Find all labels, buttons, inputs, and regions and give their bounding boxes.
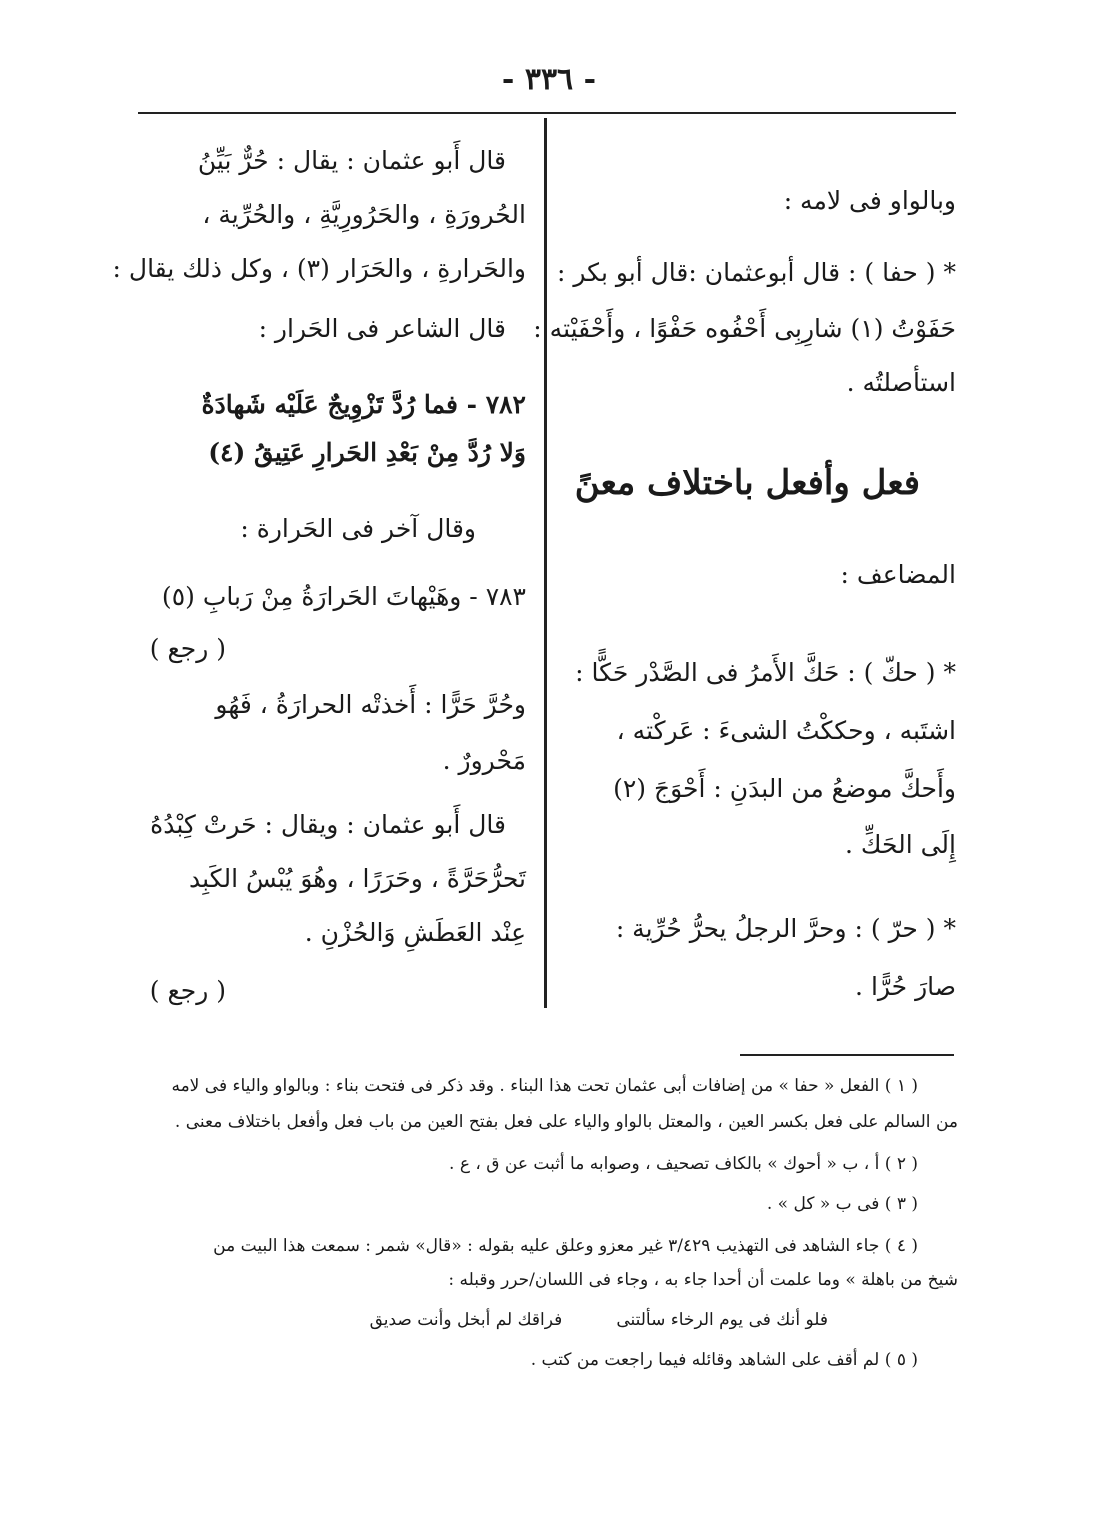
text-line: قال أَبو عثمان : يقال : حُرٌّ بَيِّنُ [197,146,506,175]
text-line: الحُرورَةِ ، والحَرُورِيَّةِ ، والحُرِّية ، [202,200,526,229]
text-line: حَفَوْتُ (١) شارِبِى أَحْفُوه حَفْوًا ، وأَحْفَيْته : [533,314,956,343]
text-line: وحُرَّ حَرًّا : أَخذتْه الحرارَةُ ، فَهُو [215,690,526,719]
page-number: - ٣٣٦ - [501,62,597,97]
text-line: والحَرارةِ ، والحَرَار (٣) ، وكل ذلك يقال : [112,254,526,283]
top-rule [138,112,956,114]
verse-782-line-2: وَلا رُدَّ مِنْ بَعْدِ الحَرارِ عَتِيقُ (٤) [208,438,526,467]
text-line: اشتَبه ، وحككْتُ الشىءَ : عَركْته ، [616,716,956,745]
entry-hakk: * ( حكّ ) : حَكَّ الأَمرُ فى الصَّدْر حَكًّا : [575,658,956,687]
text-line: مَحْرورٌ . [442,746,526,775]
entry-hafa: * ( حفا ) : قال أبوعثمان :قال أبو بكر : [556,258,956,287]
footnote-4-cont: شيخ من باهلة » وما علمت أن أحدا جاء به ، وجاء فى اللسان/حرر وقبله : [448,1270,958,1290]
text-line: وقال آخر فى الحَرارة : [240,514,476,543]
text-line: وأَحكَّ موضعُ من البدَنِ : أَحْوَجَ (٢) [613,774,956,803]
text-line: صارَ حُرًّا . [855,972,956,1001]
text-line: قال الشاعر فى الحَرار : [258,314,506,343]
text-line: قال أَبو عثمان : ويقال : حَرتْ كِبْدُهُ [150,810,506,839]
text-line: عِنْد العَطَشِ وَالحُزْنِ . [304,918,526,947]
text-line: تَحرُّحَرَّةً ، وحَرَرًا ، وهُوَ يُبْسُ الكَبِد [189,864,526,893]
footnote-5: ( ٥ ) لم أقف على الشاهد وقائله فيما راجعت من كتب . [530,1350,918,1370]
verse-783: ٧٨٣ - وهَيْهاتَ الحَرارَةُ مِنْ رَبابِ (٥) [161,582,526,611]
text-line: وبالواو فى لامه : [783,186,956,215]
return-marker: ( رجع ) [149,634,226,663]
footnote-4: ( ٤ ) جاء الشاهد فى التهذيب ٣/٤٢٩ غير معزو وعلق عليه بقوله : «قال» شمر : سمعت هذا البيت من [213,1236,918,1256]
verse-782-line-1: ٧٨٢ - فما رُدَّ تَزْوِيجٌ عَلَيْه شَهادَةٌ [201,390,526,419]
footnote-1-cont: من السالم على فعل بكسر العين ، والمعتل بالواو والياء على فعل بفتح العين من باب فعل وأفعل باختلاف معنى . [174,1112,958,1132]
return-marker: ( رجع ) [149,976,226,1005]
text-line: استأصلتُه . [846,368,956,397]
column-divider [544,118,547,1008]
subsection-heading: المضاعف : [840,560,956,589]
entry-harr: * ( حرّ ) : وحرَّ الرجلُ يحرُّ حُرِّية : [615,914,956,943]
footnote-3: ( ٣ ) فى ب « كل » . [766,1194,918,1214]
section-heading: فعل وأفعل باختلاف معنً [574,463,920,503]
footnote-rule [740,1054,954,1056]
text-line: إِلَى الحَكِّ . [844,830,956,859]
footnote-1: ( ١ ) الفعل « حفا » من إضافات أبى عثمان تحت هذا البناء . وقد ذكر فى فتحت بناء : وبالواو والياء فى لامه [171,1076,918,1096]
footnote-4-verse: فلو أنك فى يوم الرخاء سألتنى فراقك لم أبخل وأنت صديق [369,1310,828,1330]
footnote-2: ( ٢ ) أ ، ب « أحوك » بالكاف تصحيف ، وصوابه ما أثبت عن ق ، ع . [449,1154,918,1174]
